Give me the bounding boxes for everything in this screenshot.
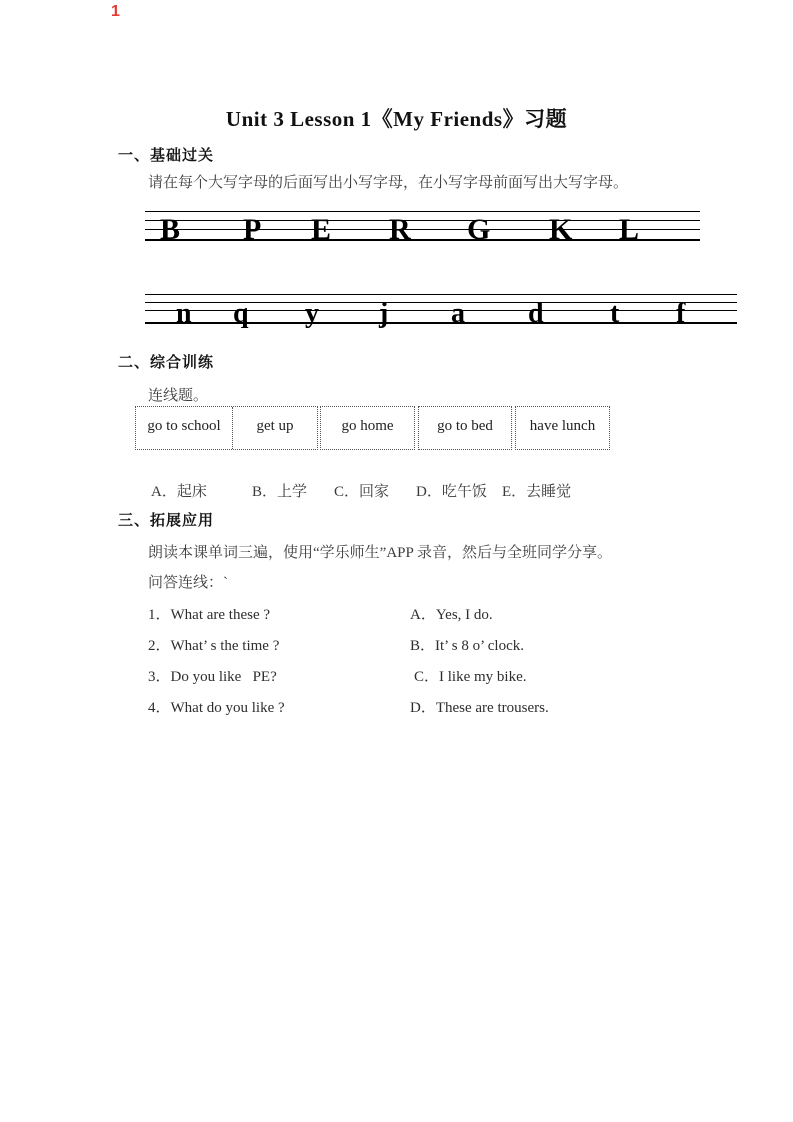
answer-item: D．These are trousers. xyxy=(410,700,549,716)
phrase-box xyxy=(515,406,610,450)
section1-heading: 一、基础过关 xyxy=(118,148,215,164)
option-label: B．上学 xyxy=(252,484,308,500)
staff1-line-3 xyxy=(145,229,700,230)
uppercase-letter: P xyxy=(243,213,262,246)
option-label: D．吃午饭 xyxy=(416,484,487,500)
lowercase-letter: n xyxy=(176,298,192,329)
question-item: 3．Do you like PE? xyxy=(148,669,277,685)
lowercase-letter: y xyxy=(305,298,319,329)
phrase-cell: go to bed xyxy=(437,417,493,434)
lowercase-letter: q xyxy=(233,298,249,329)
phrase-cell: get up xyxy=(256,417,294,434)
staff2-line-1 xyxy=(145,294,737,295)
section3-instruction: 朗读本课单词三遍，使用“学乐师生”APP 录音，然后与全班同学分享。 xyxy=(148,545,613,561)
phrase-cell: go home xyxy=(341,417,394,434)
question-item: 4．What do you like ? xyxy=(148,700,285,716)
lowercase-letter: t xyxy=(610,298,620,329)
section3-subtitle: 问答连线：` xyxy=(148,575,228,591)
uppercase-letter: E xyxy=(311,213,332,246)
lowercase-letter: a xyxy=(451,298,465,329)
section1-instruction: 请在每个大写字母的后面写出小写字母，在小写字母前面写出大写字母。 xyxy=(148,175,629,191)
question-item: 1．What are these ? xyxy=(148,607,271,623)
section2-heading: 二、综合训练 xyxy=(118,355,215,371)
lowercase-letter: f xyxy=(676,298,686,329)
option-label: C．回家 xyxy=(334,484,390,500)
question-item: 2．What’ s the time ? xyxy=(148,638,280,654)
phrase-cell: go to school xyxy=(136,407,233,449)
section2-subtitle: 连线题。 xyxy=(148,388,209,404)
phrase-box xyxy=(135,406,318,450)
option-label: A．起床 xyxy=(151,484,207,500)
answer-item: B．It’ s 8 o’ clock. xyxy=(410,638,525,654)
answer-item: A．Yes, I do. xyxy=(410,607,493,623)
uppercase-letter: G xyxy=(467,213,491,246)
uppercase-letter: B xyxy=(160,213,181,246)
lowercase-letter: j xyxy=(379,298,389,329)
staff1-line-1 xyxy=(145,211,700,212)
section3-heading: 三、拓展应用 xyxy=(118,513,215,529)
phrase-cell: have lunch xyxy=(529,417,596,434)
answer-item: C．I like my bike. xyxy=(414,669,527,685)
staff1-line-2 xyxy=(145,220,700,221)
uppercase-letter: R xyxy=(389,213,411,246)
staff1-line-4 xyxy=(145,239,700,241)
uppercase-letter: K xyxy=(549,213,573,246)
phrase-box xyxy=(320,406,415,450)
uppercase-letter: L xyxy=(619,213,640,246)
lowercase-letter: d xyxy=(528,298,544,329)
option-label: E．去睡觉 xyxy=(502,484,572,500)
page-title: Unit 3 Lesson 1《My Friends》习题 xyxy=(225,107,568,131)
phrase-box xyxy=(418,406,512,450)
page-number-badge: 1 xyxy=(111,3,120,20)
